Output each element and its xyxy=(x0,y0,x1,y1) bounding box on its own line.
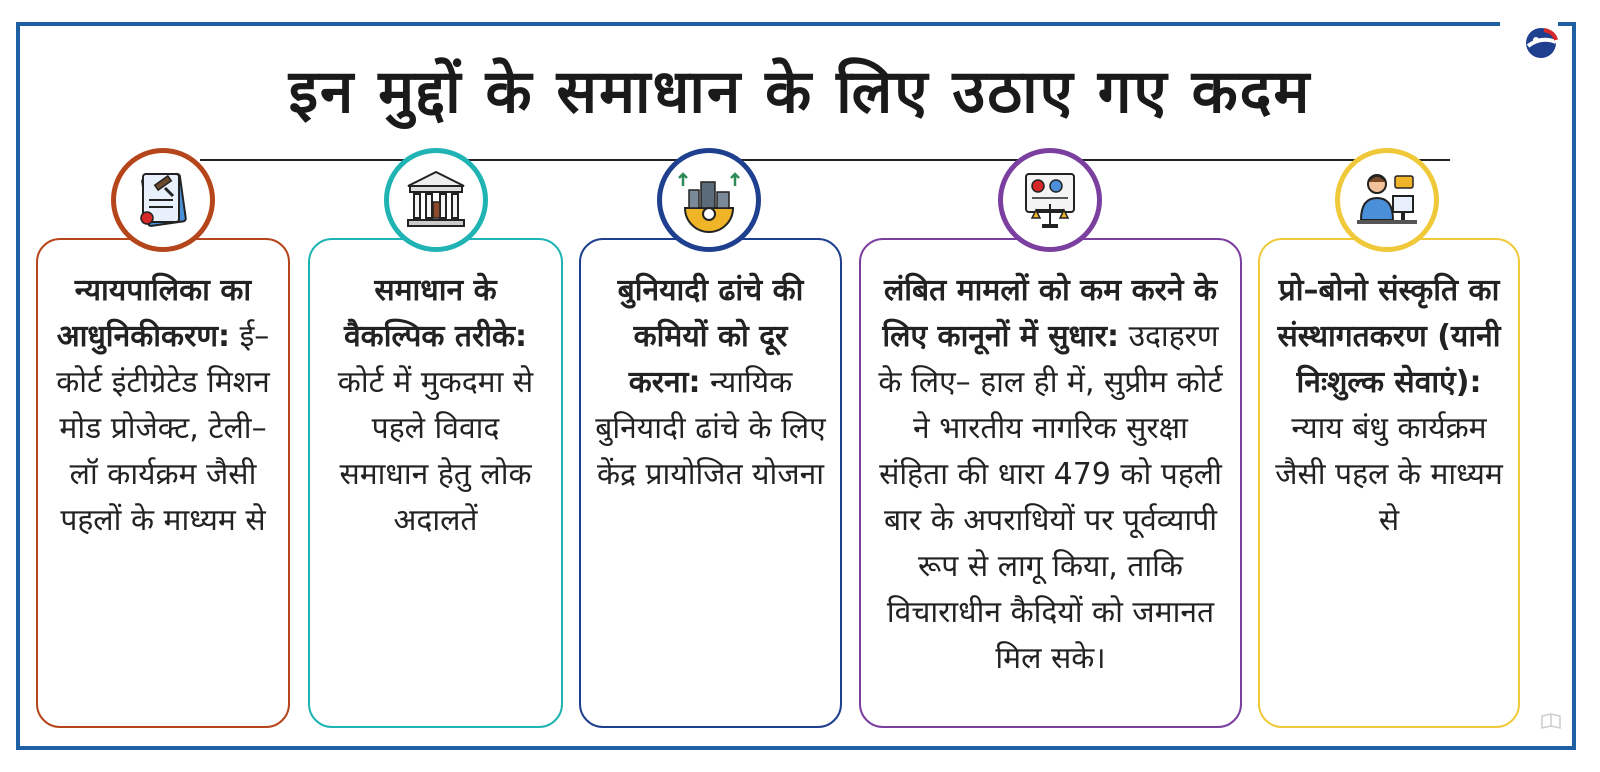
judiciary-document-icon xyxy=(127,164,199,236)
icon-circle-4 xyxy=(998,148,1102,252)
page-title: इन मुद्दों के समाधान के लिए उठाए गए कदम xyxy=(288,57,1312,127)
courthouse-icon xyxy=(400,164,472,236)
icon-circle-5 xyxy=(1335,148,1439,252)
card-pro-bono xyxy=(1258,238,1520,728)
card-law-reforms xyxy=(859,238,1242,728)
connector-line xyxy=(200,159,1450,161)
professional-at-desk-icon xyxy=(1351,164,1423,236)
card-body: न्यायिक बुनियादी ढांचे के लिए केंद्र प्रायोजित योजना xyxy=(595,365,826,492)
icon-circle-2 xyxy=(384,148,488,252)
infrastructure-gear-icon xyxy=(673,164,745,236)
card-infrastructure xyxy=(579,238,842,728)
card-body: न्याय बंधु कार्यक्रम जैसी पहल के माध्यम से xyxy=(1275,411,1503,538)
icon-circle-3 xyxy=(657,148,761,252)
card-heading: न्यायपालिका का आधुनिकीकरण: xyxy=(56,273,252,354)
card-heading: बुनियादी ढांचे की कमियों को दूर करना: xyxy=(617,273,804,400)
card-judiciary-modernization xyxy=(36,238,290,728)
card-alternative-methods xyxy=(308,238,563,728)
card-heading: समाधान के वैकल्पिक तरीके: xyxy=(343,273,528,354)
book-icon xyxy=(1540,712,1562,730)
card-body: कोर्ट में मुकदमा से पहले विवाद समाधान हेतु लोक अदालतें xyxy=(337,365,534,538)
card-body: उदाहरण के लिए– हाल ही में, सुप्रीम कोर्ट ने भारतीय नागरिक सुरक्षा संहिता की धारा 479 को पहली बार के अपराधियों पर पूर्वव्यापी रूप से लागू किया, ताकि विचाराधीन कैदियों को जमानत मिल सके। xyxy=(878,319,1223,676)
card-body: ई–कोर्ट इंटीग्रेटेड मिशन मोड प्रोजेक्ट, टेली–लॉ कार्यक्रम जैसी पहलों के माध्यम से xyxy=(56,319,270,538)
card-heading: लंबित मामलों को कम करने के लिए कानूनों में सुधार: xyxy=(882,273,1218,354)
card-heading: प्रो–बोनो संस्कृति का संस्थागतकरण (यानी निःशुल्क सेवाएं): xyxy=(1277,273,1501,400)
law-scales-document-icon xyxy=(1014,164,1086,236)
icon-circle-1 xyxy=(111,148,215,252)
